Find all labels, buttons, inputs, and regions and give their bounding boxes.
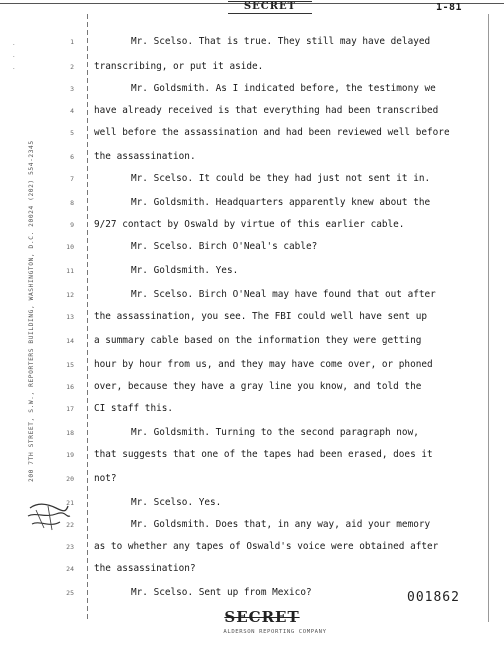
line-number: 7 [70, 175, 74, 183]
line-number: 25 [66, 589, 74, 597]
line-number: 24 [66, 565, 74, 573]
line-number: 5 [70, 129, 74, 137]
transcript-line: a summary cable based on the information they were getting [94, 335, 422, 346]
line-number: 8 [70, 199, 74, 207]
line-number: 4 [70, 107, 74, 115]
line-number: 2 [70, 63, 74, 71]
transcript-line: Mr. Goldsmith. Turning to the second paragraph now, [131, 427, 419, 438]
right-margin-rule [488, 14, 489, 622]
classification-stamp-bottom: SECRET [224, 608, 300, 626]
transcript-line: Mr. Goldsmith. Does that, in any way, aid your memory [131, 519, 431, 530]
line-number: 11 [66, 267, 74, 275]
transcript-line: have already received is that everything had been transcribed [94, 105, 439, 116]
line-number: 10 [66, 243, 74, 251]
classification-stamp-top: SECRET [228, 1, 312, 14]
page-number: 1-81 [436, 2, 463, 13]
transcript-line: transcribing, or put it aside. [94, 61, 264, 72]
line-number: 3 [70, 85, 74, 93]
margin-tick: . [12, 40, 16, 47]
line-number: 18 [66, 429, 74, 437]
transcript-line: that suggests that one of the tapes had been erased, does it [94, 449, 433, 460]
line-number: 9 [70, 221, 74, 229]
line-number: 15 [66, 361, 74, 369]
transcript-line: the assassination, you see. The FBI could well have sent up [94, 311, 428, 322]
margin-tick: . [12, 52, 16, 59]
transcript-line: Mr. Scelso. Sent up from Mexico? [131, 587, 312, 598]
bates-number: 001862 [407, 590, 460, 605]
transcript-line: Mr. Goldsmith. Headquarters apparently knew about the [131, 197, 431, 208]
transcript-line: the assassination. [94, 151, 196, 162]
line-number: 19 [66, 451, 74, 459]
transcript-line: CI staff this. [94, 403, 174, 414]
transcript-line: 9/27 contact by Oswald by virtue of this earlier cable. [94, 219, 405, 230]
line-number: 16 [66, 383, 74, 391]
transcript-line: Mr. Scelso. Birch O'Neal may have found that out after [131, 289, 436, 300]
line-number: 23 [66, 543, 74, 551]
left-margin-text: 200 7TH STREET, S.W., REPORTERS BUILDING, WASHINGTON, D.C. 20024 (202) 554-2345 [28, 140, 35, 482]
margin-tick: . [12, 64, 16, 71]
transcript-line: Mr. Scelso. That is true. They still may have delayed [131, 36, 431, 47]
line-number: 6 [70, 153, 74, 161]
transcript-line: not? [94, 473, 117, 484]
line-number: 21 [66, 499, 74, 507]
line-number: 14 [66, 337, 74, 345]
transcript-line: hour by hour from us, and they may have come over, or phoned [94, 359, 433, 370]
transcript-line: Mr. Goldsmith. As I indicated before, the testimony we [131, 83, 436, 94]
line-number: 13 [66, 313, 74, 321]
margin-rule [87, 14, 88, 622]
transcript-line: Mr. Goldsmith. Yes. [131, 265, 239, 276]
line-number: 22 [66, 521, 74, 529]
transcript-line: Mr. Scelso. Birch O'Neal's cable? [131, 241, 318, 252]
line-number: 20 [66, 475, 74, 483]
transcript-line: over, because they have a gray line you know, and told the [94, 381, 422, 392]
transcript-line: Mr. Scelso. It could be they had just not sent it in. [131, 173, 431, 184]
line-number: 12 [66, 291, 74, 299]
line-number: 17 [66, 405, 74, 413]
transcript-line: well before the assassination and had been reviewed well before [94, 127, 450, 138]
transcript-line: as to whether any tapes of Oswald's voice were obtained after [94, 541, 439, 552]
reporting-company: ALDERSON REPORTING COMPANY [223, 629, 327, 635]
transcript-line: the assassination? [94, 563, 196, 574]
line-number: 1 [70, 38, 74, 46]
transcript-line: Mr. Scelso. Yes. [131, 497, 222, 508]
handwritten-mark-icon [26, 498, 72, 536]
